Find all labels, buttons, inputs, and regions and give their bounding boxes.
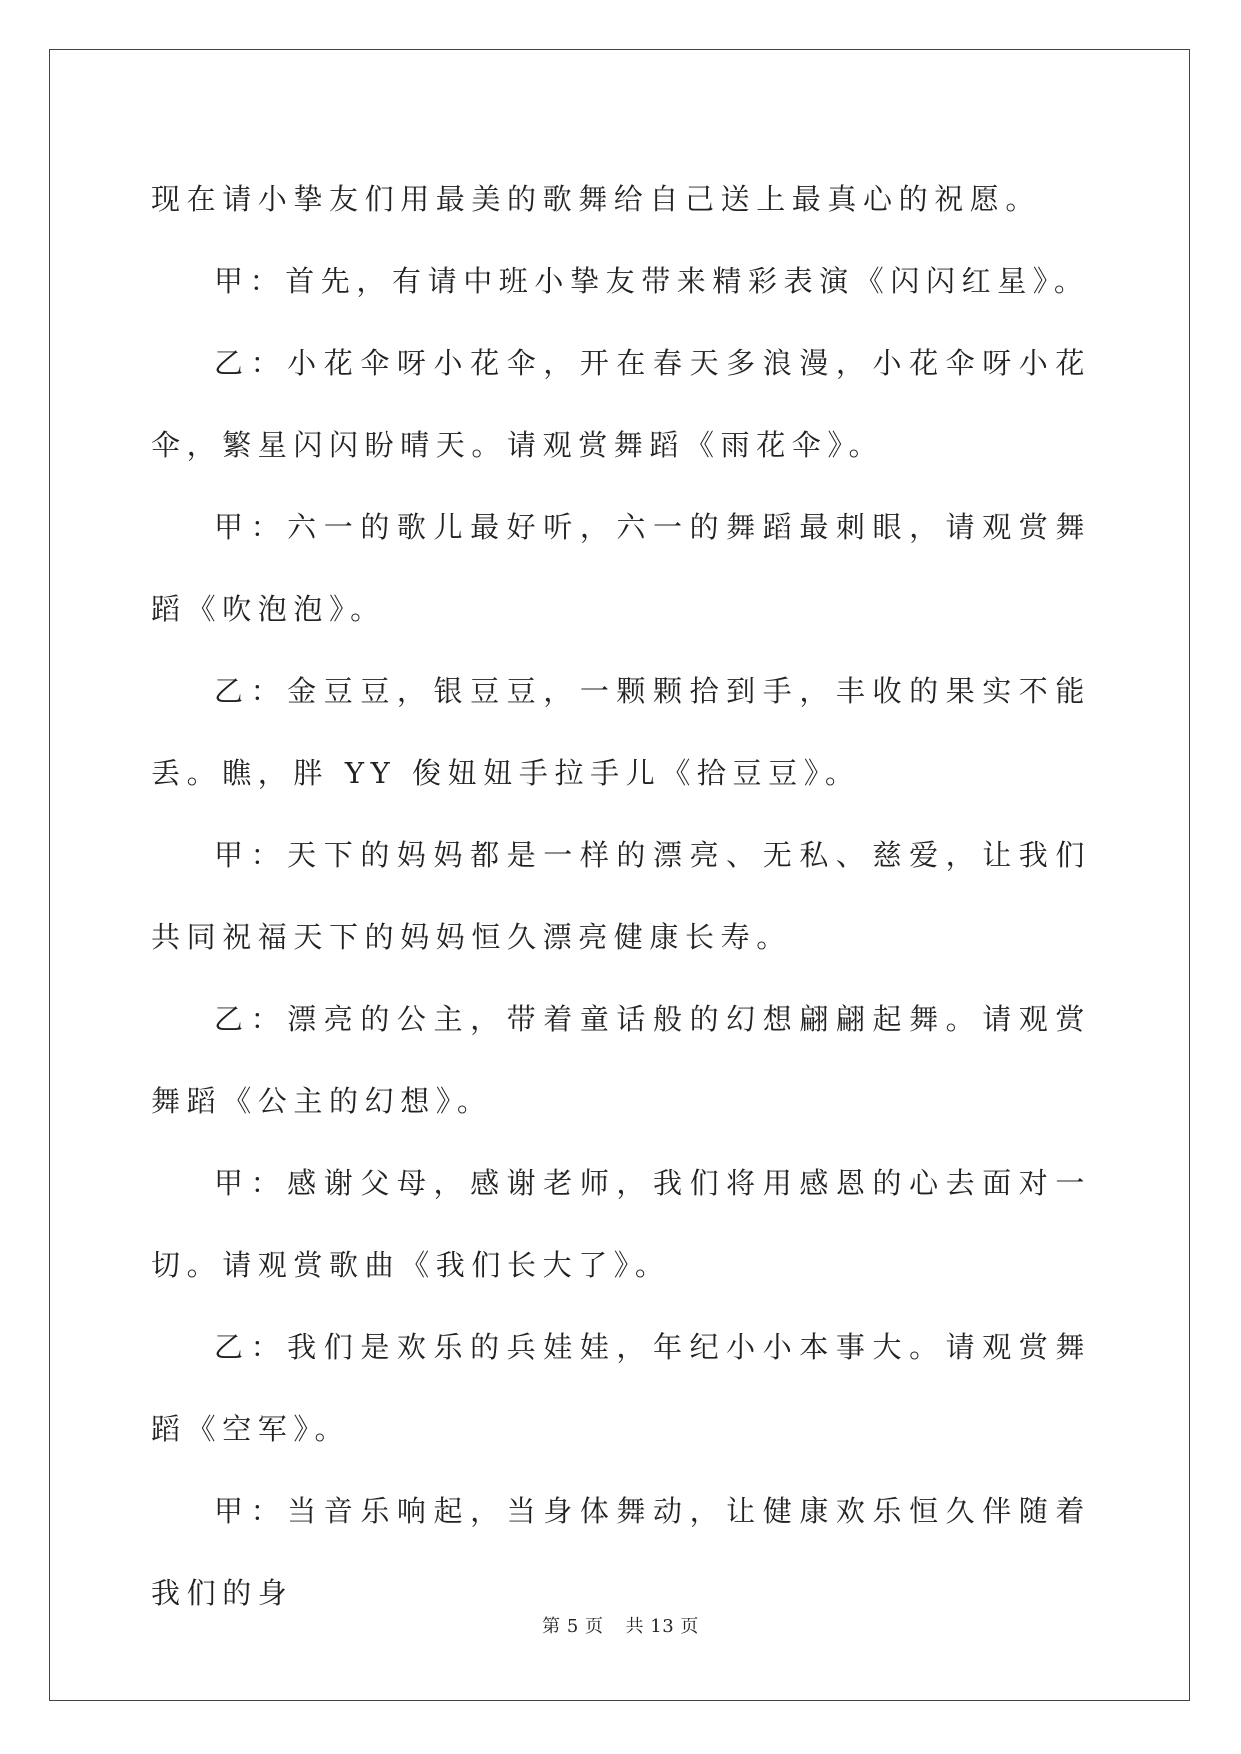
paragraph: 乙：小花伞呀小花伞，开在春天多浪漫，小花伞呀小花伞，繁星闪闪盼晴天。请观赏舞蹈《雨花伞》。 [151, 346, 1091, 462]
paragraph: 甲：天下的妈妈都是一样的漂亮、无私、慈爱，让我们共同祝福天下的妈妈恒久漂亮健康长寿。 [151, 838, 1091, 954]
page-total: 共 13 页 [625, 1616, 699, 1637]
paragraph: 甲：感谢父母，感谢老师，我们将用感恩的心去面对一切。请观赏歌曲《我们长大了》。 [151, 1166, 1091, 1282]
page-number: 第 5 页 [542, 1616, 604, 1637]
document-body [151, 158, 1091, 1634]
paragraph: 乙：金豆豆，银豆豆，一颗颗拾到手，丰收的果实不能丢。瞧，胖 YY 俊妞妞手拉手儿《拾豆豆》。 [151, 674, 1091, 790]
paragraph: 甲：首先，有请中班小挚友带来精彩表演《闪闪红星》。 [214, 264, 1090, 298]
paragraph: 现在请小挚友们用最美的歌舞给自己送上最真心的祝愿。 [151, 182, 1042, 216]
paragraph: 甲：当音乐响起，当身体舞动，让健康欢乐恒久伴随着我们的身 [151, 1494, 1091, 1610]
paragraph: 甲：六一的歌儿最好听，六一的舞蹈最刺眼，请观赏舞蹈《吹泡泡》。 [151, 510, 1091, 626]
paragraph: 乙：我们是欢乐的兵娃娃，年纪小小本事大。请观赏舞蹈《空军》。 [151, 1330, 1091, 1446]
paragraph: 乙：漂亮的公主，带着童话般的幻想翩翩起舞。请观赏舞蹈《公主的幻想》。 [151, 1002, 1091, 1118]
page-footer [0, 1612, 1241, 1638]
